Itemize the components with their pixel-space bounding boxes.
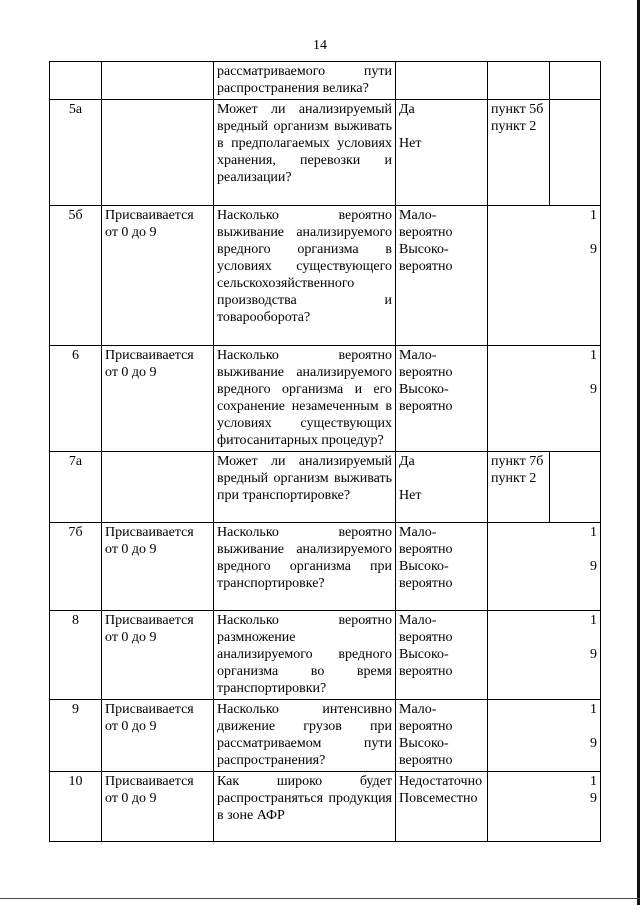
score-value: 1: [590, 702, 597, 717]
answer-option: Мало-вероятно: [399, 208, 453, 240]
answer-option: Высоко-вероятно: [399, 559, 453, 591]
question-cell: Насколько вероятно выживание анализируемого вредного организма при транспортировке?: [214, 523, 396, 611]
table-row: [50, 700, 601, 772]
table-row: [50, 62, 601, 100]
item-number: 6: [50, 346, 102, 452]
assessment-table: [49, 61, 601, 842]
answer-cell: [396, 100, 488, 206]
spacer: [491, 718, 597, 735]
next-step: пункт 2: [491, 471, 537, 486]
answer-option: Недостаточно: [399, 774, 483, 789]
next-step-cell: [488, 62, 550, 100]
answer-option: Мало-вероятно: [399, 348, 453, 380]
answer-option: Нет: [399, 136, 422, 151]
score-cell: [550, 100, 601, 206]
assign-cell: Присваивается от 0 до 9: [102, 772, 214, 842]
score-value: 9: [590, 559, 597, 574]
item-number: 7б: [50, 523, 102, 611]
item-number: 5а: [50, 100, 102, 206]
table-row: [50, 611, 601, 700]
score-value: 1: [590, 348, 597, 363]
score-cell: [488, 700, 601, 772]
score-value: 9: [590, 736, 597, 751]
score-value: 1: [590, 613, 597, 628]
answer-cell: [396, 523, 488, 611]
item-number: 9: [50, 700, 102, 772]
spacer: [491, 364, 597, 381]
assign-cell: [102, 62, 214, 100]
question-cell: Насколько вероятно выживание анализируемого вредного организма и его сохранение незамеченным в условиях существующих фитосанитарных процедур?: [214, 346, 396, 452]
table-row: [50, 452, 601, 523]
question-cell: рассматриваемого пути распространения велика?: [214, 62, 396, 100]
next-step-cell: [488, 100, 550, 206]
score-value: 1: [590, 525, 597, 540]
answer-option: Мало-вероятно: [399, 525, 453, 557]
question-cell: Может ли анализируемый вредный организм выживать в предполагаемых условиях хранения, перевозки и реализации?: [214, 100, 396, 206]
score-cell: [488, 772, 601, 842]
score-value: 9: [590, 242, 597, 257]
answer-cell: [396, 452, 488, 523]
answer-option: Высоко-вероятно: [399, 647, 453, 679]
score-cell: [488, 346, 601, 452]
spacer: [491, 541, 597, 558]
score-cell: [550, 62, 601, 100]
assign-cell: [102, 100, 214, 206]
answer-option: Мало-вероятно: [399, 613, 453, 645]
assign-cell: Присваивается от 0 до 9: [102, 523, 214, 611]
question-cell: Может ли анализируемый вредный организм выживать при транспортировке?: [214, 452, 396, 523]
answer-option: Высоко-вероятно: [399, 382, 453, 414]
assign-cell: Присваивается от 0 до 9: [102, 700, 214, 772]
answer-cell: [396, 700, 488, 772]
spacer: [399, 470, 484, 487]
score-value: 1: [590, 208, 597, 223]
answer-option: Мало-вероятно: [399, 702, 453, 734]
page-number: 14: [313, 38, 327, 53]
item-number: [50, 62, 102, 100]
score-value: 9: [590, 647, 597, 662]
answer-cell: [396, 346, 488, 452]
answer-cell: [396, 206, 488, 346]
assign-cell: Присваивается от 0 до 9: [102, 206, 214, 346]
score-cell: [550, 452, 601, 523]
assign-cell: Присваивается от 0 до 9: [102, 611, 214, 700]
next-step: пункт 5б: [491, 102, 544, 117]
answer-option: Да: [399, 102, 415, 117]
scan-bottom-line: [0, 898, 640, 899]
item-number: 8: [50, 611, 102, 700]
item-number: 10: [50, 772, 102, 842]
answer-cell: [396, 611, 488, 700]
score-cell: [488, 206, 601, 346]
answer-option: Повсеместно: [399, 791, 478, 806]
table-row: [50, 100, 601, 206]
spacer: [399, 118, 484, 135]
next-step: пункт 2: [491, 119, 537, 134]
assign-cell: Присваивается от 0 до 9: [102, 346, 214, 452]
answer-cell: [396, 772, 488, 842]
question-cell: Насколько интенсивно движение грузов при рассматриваемом пути распространения?: [214, 700, 396, 772]
score-cell: [488, 523, 601, 611]
next-step: пункт 7б: [491, 454, 544, 469]
answer-option: Нет: [399, 488, 422, 503]
table-row: [50, 206, 601, 346]
score-cell: [488, 611, 601, 700]
next-step-cell: [488, 452, 550, 523]
answer-option: Высоко-вероятно: [399, 242, 453, 274]
question-cell: Насколько вероятно выживание анализируемого вредного организма в условиях существующего сельскохозяйственного производства и товарооборота?: [214, 206, 396, 346]
question-cell: Как широко будет распространяться продукция в зоне АФР: [214, 772, 396, 842]
table-row: [50, 523, 601, 611]
score-value: 9: [590, 791, 597, 806]
answer-option: Да: [399, 454, 415, 469]
item-number: 5б: [50, 206, 102, 346]
assign-cell: [102, 452, 214, 523]
spacer: [491, 224, 597, 241]
score-value: 9: [590, 382, 597, 397]
answer-option: Высоко-вероятно: [399, 736, 453, 768]
answer-cell: [396, 62, 488, 100]
score-value: 1: [590, 774, 597, 789]
spacer: [491, 629, 597, 646]
table-row: [50, 346, 601, 452]
table-row: [50, 772, 601, 842]
item-number: 7а: [50, 452, 102, 523]
question-cell: Насколько вероятно размножение анализируемого вредного организма во время транспортировки?: [214, 611, 396, 700]
